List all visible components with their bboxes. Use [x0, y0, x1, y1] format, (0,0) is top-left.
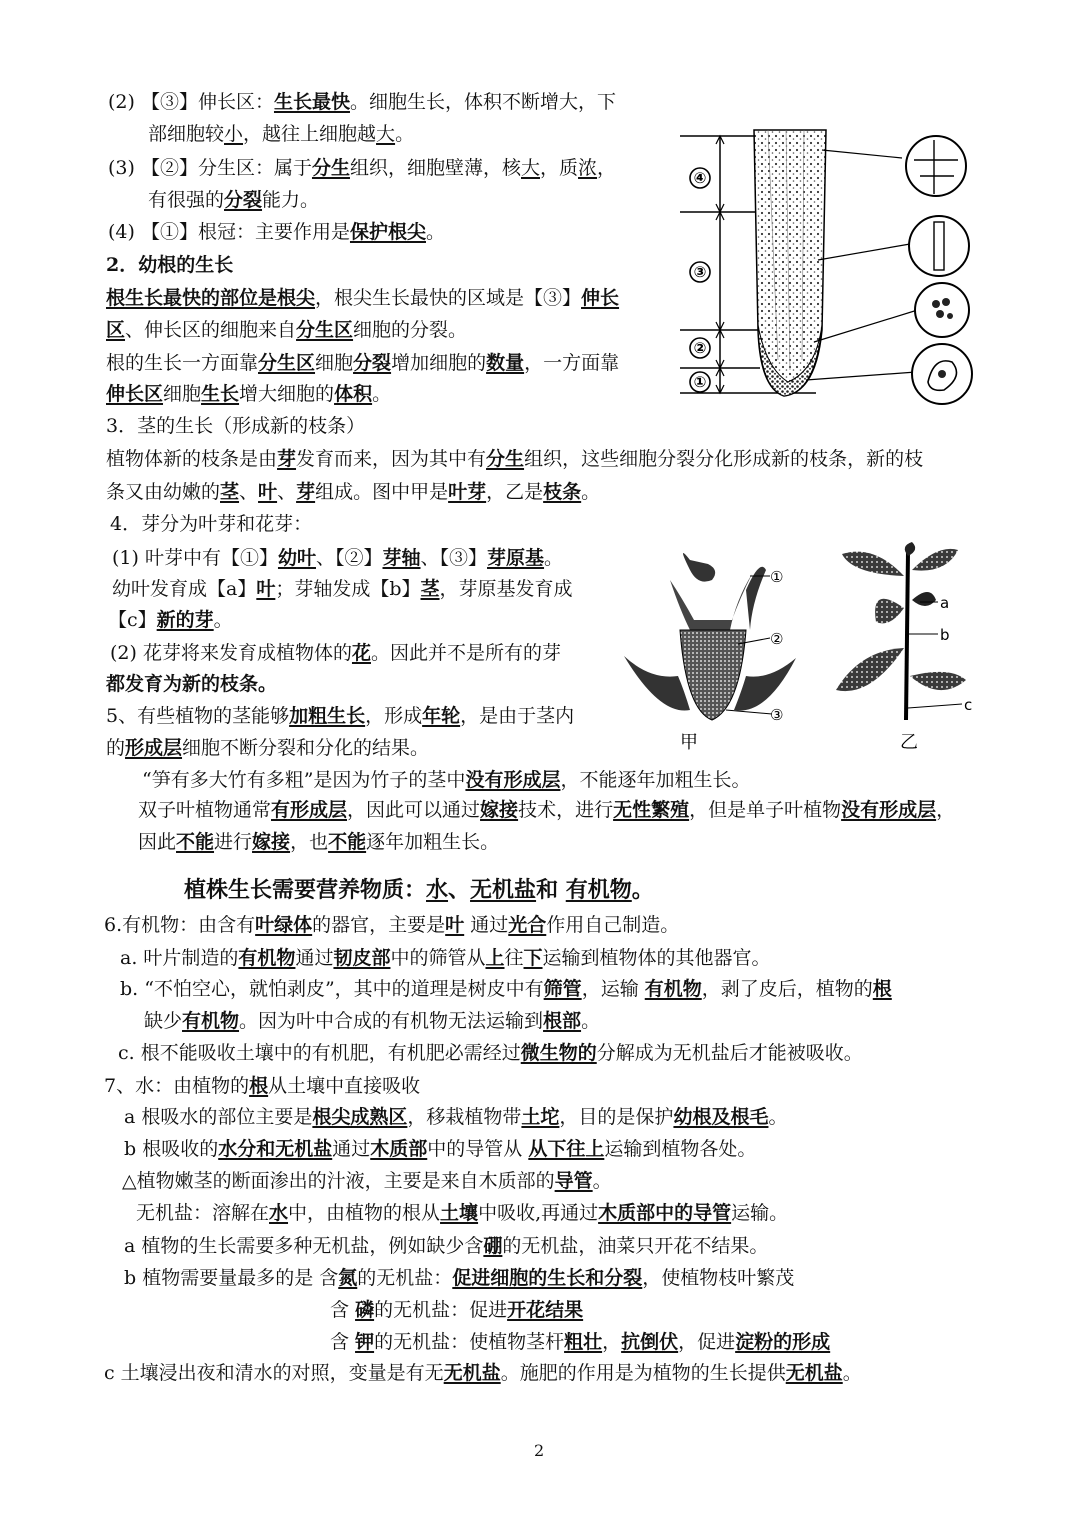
text-line: (2) 花芽将来发育成植物体的花。因此并不是所有的芽	[110, 642, 561, 664]
text-line: a 根吸水的部位主要是根尖成熟区，移栽植物带土坨，目的是保护幼根及根毛。	[124, 1106, 788, 1128]
figure-label-yi: 乙	[900, 732, 918, 753]
text-line: 6.有机物：由含有叶绿体的器官，主要是叶 通过光合作用自己制造。	[104, 914, 680, 936]
section-heading: 植株生长需要营养物质：水、无机盐和 有机物。	[184, 878, 654, 903]
text-line: 根的生长一方面靠分生区细胞分裂增加细胞的数量，一方面靠	[106, 352, 620, 374]
answer: 分生	[311, 157, 350, 179]
text-line: 含 钾的无机盐：使植物茎杆粗壮，抗倒伏，促进淀粉的形成	[330, 1331, 831, 1353]
text-line: 伸长区细胞生长增大细胞的体积。	[106, 383, 392, 405]
text-line: c. 根不能吸收土壤中的有机肥，有机肥必需经过微生物的分解成为无机盐后才能被吸收。	[118, 1042, 863, 1064]
text-line: (1) 叶芽中有【①】幼叶、【②】芽轴、【③】芽原基。	[112, 547, 564, 569]
zone-label: ③	[693, 263, 707, 281]
text-line: 7、水：由植物的根从土壤中直接吸收	[104, 1075, 421, 1097]
text-line: △植物嫩茎的断面渗出的汁液，主要是来自木质部的导管。	[122, 1170, 612, 1192]
text-line: 有很强的分裂能力。	[148, 189, 320, 211]
text-line: 【c】新的芽。	[108, 609, 233, 631]
text-line: (4) 【①】根冠：主要作用是保护根尖。	[108, 221, 445, 243]
answer: 大	[376, 123, 396, 145]
root-tip-figure	[676, 120, 986, 410]
answer: 浓	[578, 157, 598, 179]
branch-label-a: a	[940, 594, 950, 612]
answer: 大	[521, 157, 541, 179]
zone-label: ①	[693, 373, 707, 391]
text-line: c 土壤浸出夜和清水的对照，变量是有无无机盐。施肥的作用是为植物的生长提供无机盐。	[104, 1362, 862, 1384]
zone-label: ④	[693, 169, 707, 187]
branch-label-b: b	[940, 626, 950, 644]
text-line: 植物体新的枝条是由芽发育而来，因为其中有分生组织，这些细胞分裂分化形成新的枝条，新的枝	[106, 448, 924, 470]
text-line: 含 磷的无机盐：促进开花结果	[330, 1299, 584, 1321]
answer: 保护根尖	[349, 221, 426, 243]
section-heading: 2．幼根的生长	[106, 254, 234, 276]
text-line: 缺少有机物。因为叶中合成的有机物无法运输到根部。	[144, 1010, 601, 1032]
text-line: b. “不怕空心，就怕剥皮”，其中的道理是树皮中有筛管，运输 有机物，剥了皮后，植物的根	[120, 978, 892, 1000]
bud-figure	[620, 540, 990, 760]
text-line: 的形成层细胞不断分裂和分化的结果。	[106, 737, 430, 759]
page-number: 2	[534, 1441, 545, 1460]
text-line: 根生长最快的部位是根尖，根尖生长最快的区域是【③】伸长	[106, 287, 620, 309]
figure-label-jia: 甲	[680, 732, 698, 753]
text-line: 因此不能进行嫁接，也不能逐年加粗生长。	[138, 831, 500, 853]
text-line: b 植物需要量最多的是 含氮的无机盐：促进细胞的生长和分裂，使植物枝叶繁茂	[124, 1267, 795, 1289]
text-line: 部细胞较小，越往上细胞越大。	[148, 123, 415, 145]
answer: 生长最快	[273, 91, 350, 113]
text-line: a. 叶片制造的有机物通过韧皮部中的筛管从上往下运输到植物体的其他器官。	[120, 947, 771, 969]
text-line: (2) 【③】伸长区：生长最快。细胞生长，体积不断增大，下	[108, 91, 616, 113]
text-line: 双子叶植物通常有形成层，因此可以通过嫁接技术，进行无性繁殖，但是单子叶植物没有形成层，	[138, 799, 956, 821]
text-line: 区、伸长区的细胞来自分生区细胞的分裂。	[106, 319, 468, 341]
text-line: 无机盐：溶解在水中，由植物的根从土壤中吸收,再通过木质部中的导管运输。	[136, 1202, 789, 1224]
section-heading: 4．芽分为叶芽和花芽：	[110, 513, 313, 535]
text-line: 5、有些植物的茎能够加粗生长，形成年轮，是由于茎内	[106, 705, 575, 727]
text-line: a 植物的生长需要多种无机盐，例如缺少含硼的无机盐，油菜只开花不结果。	[124, 1235, 769, 1257]
branch-label-c: c	[964, 696, 973, 714]
text-line: b 根吸收的水分和无机盐通过木质部中的导管从 从下往上运输到植物各处。	[124, 1138, 757, 1160]
text-line: 都发育为新的枝条。	[106, 673, 278, 695]
text-line: “笋有多大竹有多粗”是因为竹子的茎中没有形成层，不能逐年加粗生长。	[142, 769, 751, 791]
bud-label: ②	[770, 630, 784, 648]
text-line: 条又由幼嫩的茎、叶、芽组成。图中甲是叶芽，乙是枝条。	[106, 481, 601, 503]
bud-label: ①	[770, 568, 784, 586]
section-heading: 3．茎的生长（形成新的枝条）	[106, 415, 366, 437]
bud-label: ③	[770, 706, 784, 724]
zone-label: ②	[693, 339, 707, 357]
answer: 小	[224, 123, 244, 145]
text-line: 幼叶发育成【a】叶；芽轴发成【b】茎，芽原基发育成	[112, 578, 573, 600]
answer: 分裂	[224, 189, 263, 211]
text-line: (3) 【②】分生区：属于分生组织，细胞壁薄，核大，质浓，	[108, 157, 617, 179]
